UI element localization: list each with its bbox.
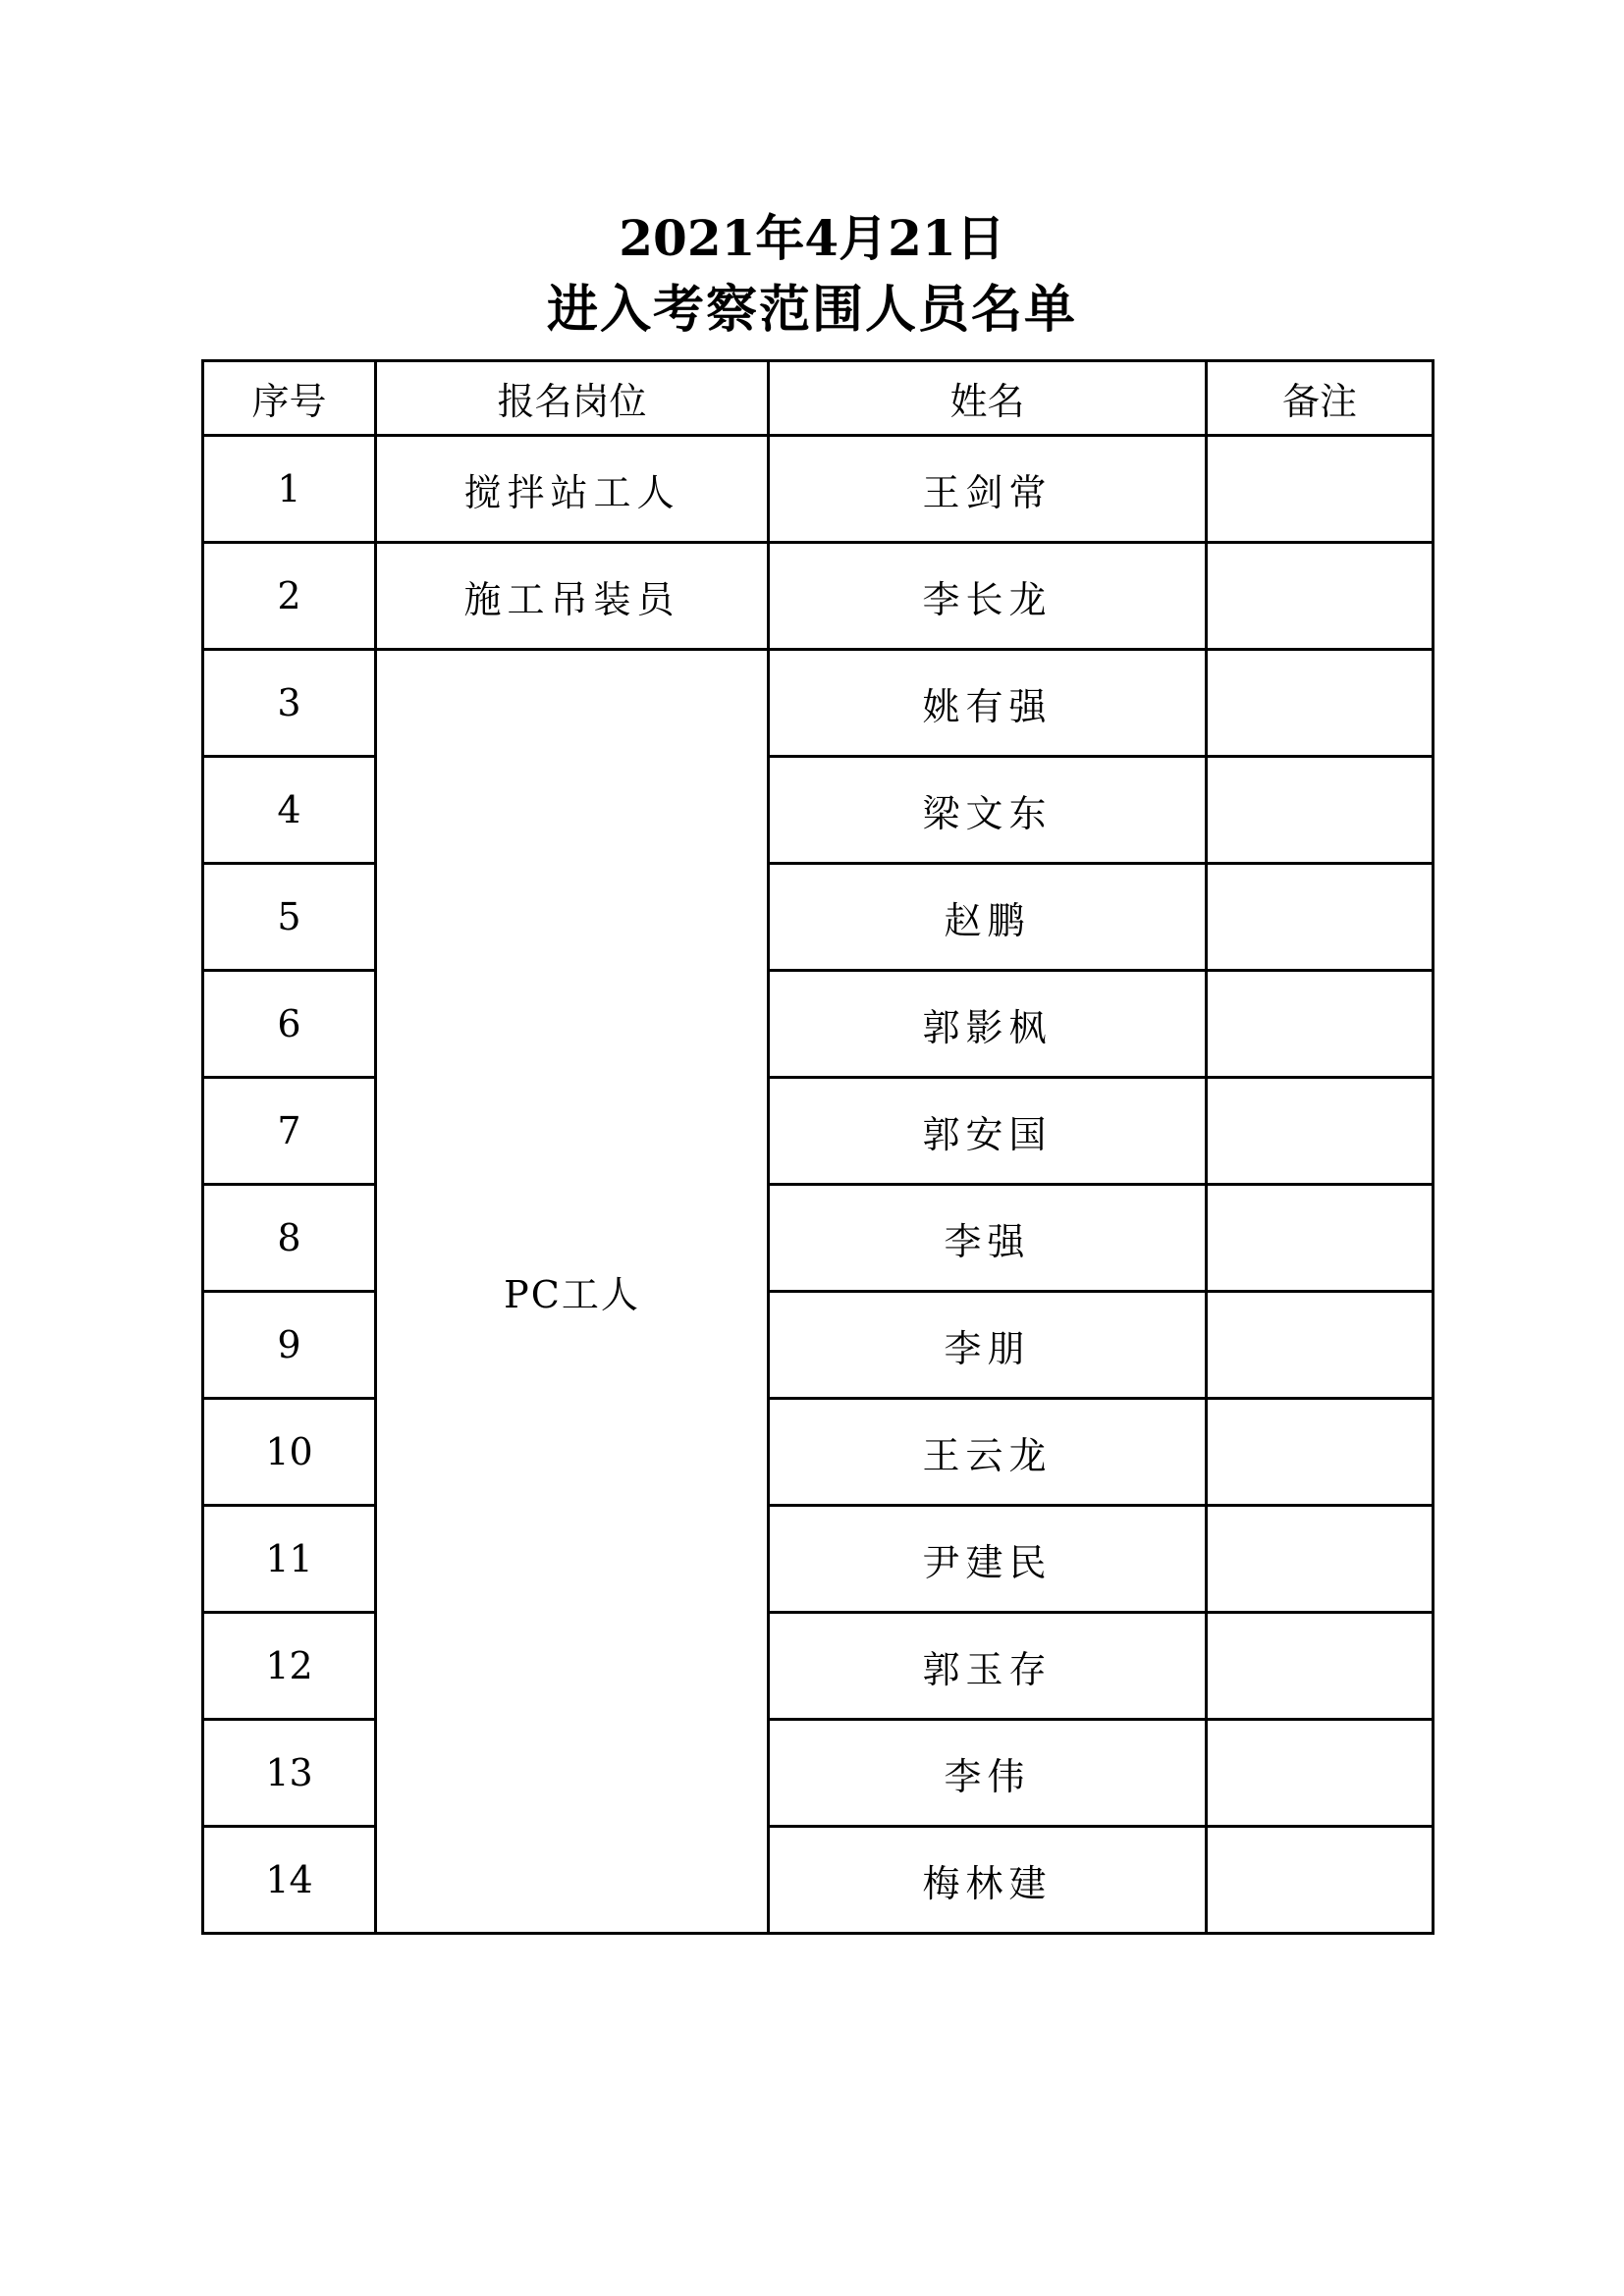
name-cell: 赵鹏: [769, 864, 1207, 971]
page-title-date: 2021年4月21日: [619, 209, 1005, 267]
serial-number-cell: 8: [203, 1185, 376, 1292]
roster-table: [201, 359, 1435, 1935]
name-cell: 李朋: [769, 1292, 1207, 1399]
serial-number-cell: 9: [203, 1292, 376, 1399]
serial-number-cell: 4: [203, 757, 376, 864]
serial-number-cell: 1: [203, 436, 376, 543]
serial-number-cell: 12: [203, 1613, 376, 1720]
serial-number-cell: 14: [203, 1827, 376, 1934]
header-serial-number: 序号: [203, 361, 376, 436]
table-row: [203, 543, 1434, 650]
name-cell: 王剑常: [769, 436, 1207, 543]
serial-number-cell: 5: [203, 864, 376, 971]
remark-cell: [1207, 1720, 1434, 1827]
name-cell: 李强: [769, 1185, 1207, 1292]
remark-cell: [1207, 757, 1434, 864]
remark-cell: [1207, 971, 1434, 1078]
remark-cell: [1207, 1399, 1434, 1506]
name-cell: 李伟: [769, 1720, 1207, 1827]
table-row: [203, 650, 1434, 757]
table-header-row: [203, 361, 1434, 436]
remark-cell: [1207, 543, 1434, 650]
serial-number-cell: 3: [203, 650, 376, 757]
post-cell: 施工吊装员: [376, 543, 769, 650]
post-cell: 搅拌站工人: [376, 436, 769, 543]
header-remark: 备注: [1207, 361, 1434, 436]
serial-number-cell: 7: [203, 1078, 376, 1185]
name-cell: 李长龙: [769, 543, 1207, 650]
remark-cell: [1207, 864, 1434, 971]
remark-cell: [1207, 1506, 1434, 1613]
name-cell: 郭安国: [769, 1078, 1207, 1185]
remark-cell: [1207, 1613, 1434, 1720]
page-title: 进入考察范围人员名单: [546, 281, 1077, 340]
remark-cell: [1207, 1078, 1434, 1185]
name-cell: 郭玉存: [769, 1613, 1207, 1720]
remark-cell: [1207, 650, 1434, 757]
remark-cell: [1207, 1292, 1434, 1399]
name-cell: 尹建民: [769, 1506, 1207, 1613]
name-cell: 王云龙: [769, 1399, 1207, 1506]
header-name: 姓名: [769, 361, 1207, 436]
serial-number-cell: 6: [203, 971, 376, 1078]
remark-cell: [1207, 1827, 1434, 1934]
serial-number-cell: 11: [203, 1506, 376, 1613]
name-cell: 梁文东: [769, 757, 1207, 864]
remark-cell: [1207, 1185, 1434, 1292]
header-applied-post: 报名岗位: [376, 361, 769, 436]
serial-number-cell: 10: [203, 1399, 376, 1506]
serial-number-cell: 13: [203, 1720, 376, 1827]
name-cell: 郭影枫: [769, 971, 1207, 1078]
table-row: [203, 436, 1434, 543]
post-cell-merged: PC工人: [376, 650, 769, 1934]
remark-cell: [1207, 436, 1434, 543]
serial-number-cell: 2: [203, 543, 376, 650]
name-cell: 梅林建: [769, 1827, 1207, 1934]
name-cell: 姚有强: [769, 650, 1207, 757]
